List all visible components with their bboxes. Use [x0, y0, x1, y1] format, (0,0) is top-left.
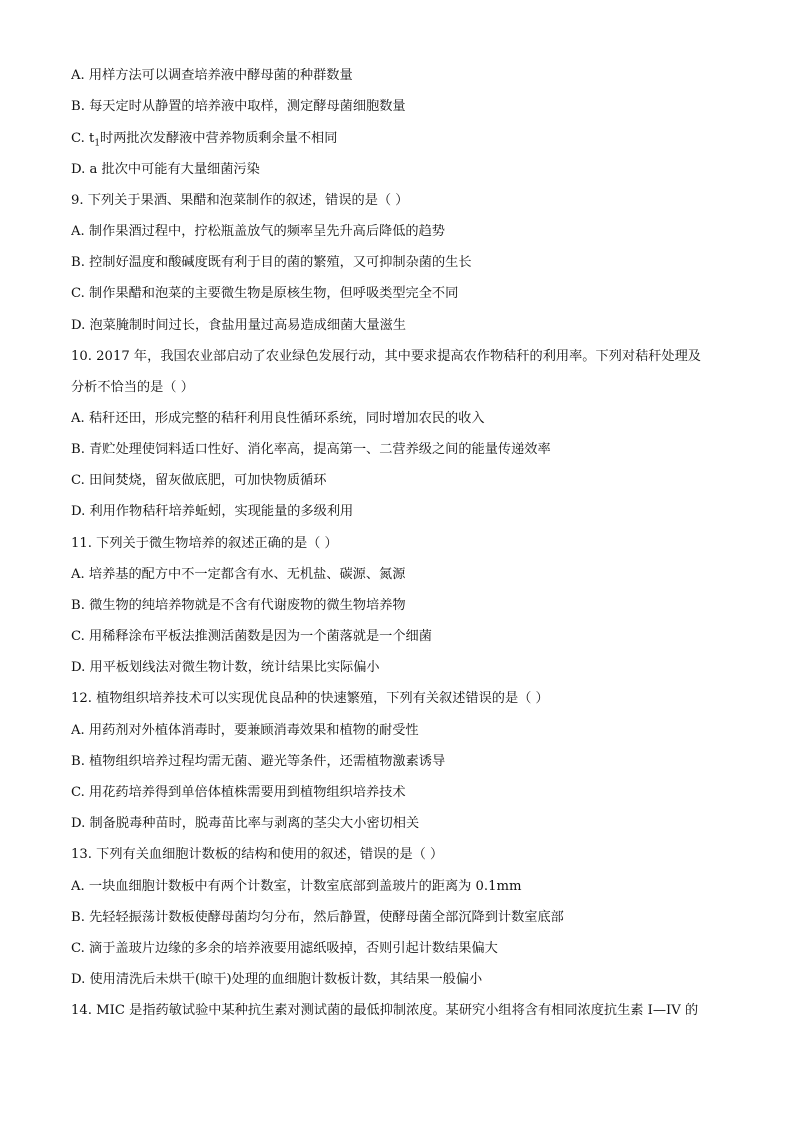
question-10: 10. 2017 年，我国农业部启动了农业绿色发展行动，其中要求提高农作物秸秆的利用率。下列对秸秆处理及 — [71, 349, 701, 364]
option-11b: B. 微生物的纯培养物就是不含有代谢废物的微生物培养物 — [71, 598, 406, 613]
option-10b: B. 青贮处理使饲料适口性好、消化率高，提高第一、二营养级之间的能量传递效率 — [71, 442, 551, 457]
option-8a: A. 用样方法可以调查培养液中酵母菌的种群数量 — [71, 68, 353, 83]
option-11c: C. 用稀释涂布平板法推测活菌数是因为一个菌落就是一个细菌 — [71, 629, 432, 644]
option-8c — [71, 129, 731, 149]
option-11a: A. 培养基的配方中不一定都含有水、无机盐、碳源、氮源 — [71, 567, 406, 582]
option-9a: A. 制作果酒过程中，拧松瓶盖放气的频率呈先升高后降低的趋势 — [71, 224, 445, 239]
option-9d: D. 泡菜腌制时间过长，食盐用量过高易造成细菌大量滋生 — [71, 318, 406, 333]
option-13c: C. 滴于盖玻片边缘的多余的培养液要用滤纸吸掉，否则引起计数结果偏大 — [71, 941, 498, 956]
question-14: 14. MIC 是指药敏试验中某种抗生素对测试菌的最低抑制浓度。某研究小组将含有相同浓度抗生素 I—IV 的 — [71, 1003, 699, 1018]
question-9: 9. 下列关于果酒、果醋和泡菜制作的叙述，错误的是（ ） — [71, 193, 409, 208]
option-8c-prefix: C. t — [71, 131, 95, 146]
option-11d: D. 用平板划线法对微生物计数，统计结果比实际偏小 — [71, 660, 380, 675]
option-12d: D. 制备脱毒种苗时，脱毒苗比率与剥离的茎尖大小密切相关 — [71, 816, 420, 831]
option-12c: C. 用花药培养得到单倍体植株需要用到植物组织培养技术 — [71, 785, 406, 800]
option-9b: B. 控制好温度和酸碱度既有利于目的菌的繁殖，又可抑制杂菌的生长 — [71, 255, 472, 270]
option-12b: B. 植物组织培养过程均需无菌、避光等条件，还需植物激素诱导 — [71, 754, 446, 769]
option-13a: A. 一块血细胞计数板中有两个计数室，计数室底部到盖玻片的距离为 0.1mm — [71, 879, 522, 894]
option-13b: B. 先轻轻振荡计数板使酵母菌均匀分布，然后静置，使酵母菌全部沉降到计数室底部 — [71, 910, 564, 925]
option-9c: C. 制作果醋和泡菜的主要微生物是原核生物，但呼吸类型完全不同 — [71, 286, 459, 301]
question-12: 12. 植物组织培养技术可以实现优良品种的快速繁殖，下列有关叙述错误的是（ ） — [71, 691, 549, 706]
option-8c-rest: 时两批次发酵液中营养物质剩余量不相同 — [100, 131, 338, 146]
option-10a: A. 秸秆还田，形成完整的秸秆利用良性循环系统，同时增加农民的收入 — [71, 411, 485, 426]
option-13d: D. 使用清洗后未烘干(晾干)处理的血细胞计数板计数，其结果一般偏小 — [71, 972, 483, 987]
question-10-cont: 分析不恰当的是（ ） — [71, 380, 194, 395]
option-8d: D. a 批次中可能有大量细菌污染 — [71, 162, 260, 177]
option-12a: A. 用药剂对外植体消毒时，要兼顾消毒效果和植物的耐受性 — [71, 723, 419, 738]
question-11: 11. 下列关于微生物培养的叙述正确的是（ ） — [71, 536, 338, 551]
option-10c: C. 田间焚烧，留灰做底肥，可加快物质循环 — [71, 473, 327, 488]
option-8c-subscript: 1 — [94, 138, 101, 149]
question-13: 13. 下列有关血细胞计数板的结构和使用的叙述，错误的是（ ） — [71, 847, 444, 862]
option-10d: D. 利用作物秸秆培养蚯蚓，实现能量的多级利用 — [71, 504, 354, 519]
option-8b: B. 每天定时从静置的培养液中取样，测定酵母菌细胞数量 — [71, 99, 406, 114]
